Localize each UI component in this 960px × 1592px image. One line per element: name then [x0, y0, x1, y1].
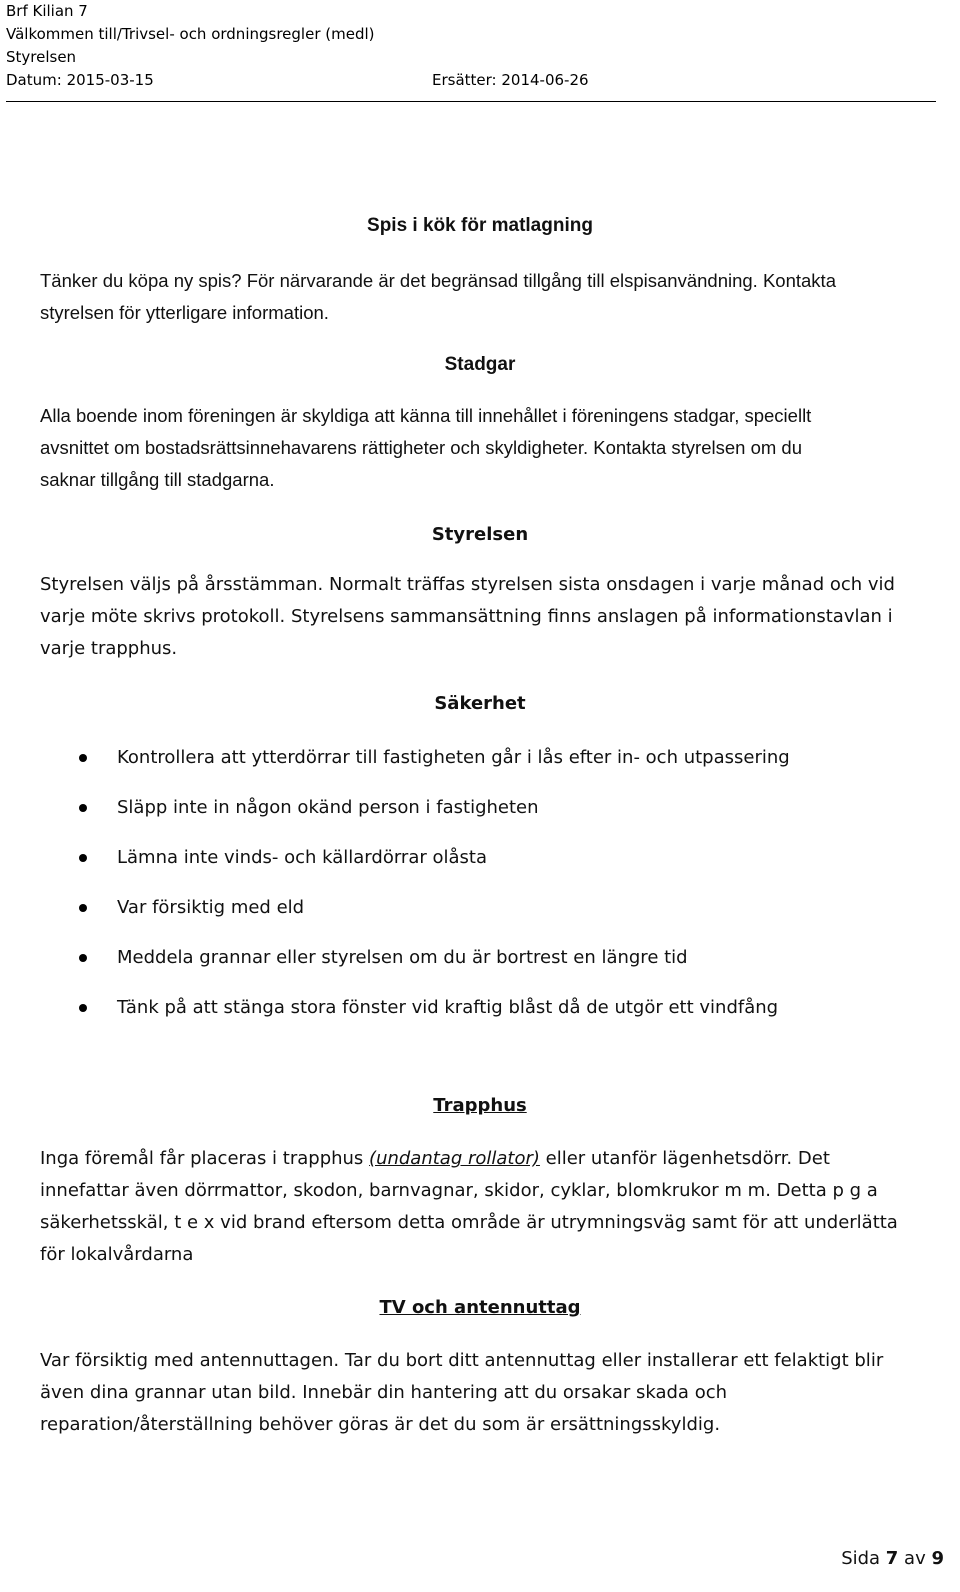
section-title-tv: TV och antennuttag — [379, 1297, 581, 1318]
list-item-text: Tänk på att stänga stora fönster vid kraftig blåst då de utgör ett vindfång — [117, 997, 779, 1018]
section-title-stadgar: Stadgar — [444, 354, 516, 375]
page-current: 7 — [885, 1548, 899, 1569]
section-title-spis: Spis i kök för matlagning — [367, 215, 593, 236]
section-title-trapphus: Trapphus — [433, 1095, 527, 1116]
text-line: styrelsen för ytterligare information. — [40, 302, 329, 323]
page-middle: av — [898, 1548, 932, 1569]
text-line: varje möte skrivs protokoll. Styrelsens sammansättning finns anslagen på informationstavlan i — [40, 606, 893, 627]
section-title-sakerhet: Säkerhet — [434, 693, 526, 714]
paragraph-tv — [40, 1345, 930, 1441]
text-line: avsnittet om bostadsrättsinnehavarens rättigheter och skyldigheter. Kontakta styrelsen om du — [40, 437, 802, 458]
bullet-icon — [79, 1004, 87, 1012]
text-fragment: eller utanför lägenhetsdörr. Det — [539, 1148, 830, 1169]
list-item-text: Släpp inte in någon okänd person i fastigheten — [117, 797, 539, 818]
header-date: Datum: 2015-03-15 — [6, 71, 154, 89]
text-line: reparation/återställning behöver göras är det du som är ersättningsskyldig. — [40, 1414, 721, 1435]
header-replaces: Ersätter: 2014-06-26 — [432, 71, 589, 89]
text-line — [40, 1143, 930, 1175]
emphasis-rollator: (undantag rollator) — [369, 1148, 540, 1169]
paragraph-spis — [40, 265, 930, 329]
text-line: Styrelsen väljs på årsstämman. Normalt träffas styrelsen sista onsdagen i varje månad och vid — [40, 574, 895, 595]
header-owner: Styrelsen — [6, 48, 77, 66]
page-total: 9 — [931, 1548, 944, 1569]
bullet-icon — [79, 904, 87, 912]
text-line: Tänker du köpa ny spis? För närvarande är det begränsad tillgång till elspisanvändning. Kontakta — [40, 270, 836, 291]
list-item-text: Var försiktig med eld — [117, 897, 305, 918]
text-line: varje trapphus. — [40, 638, 178, 659]
list-item-text: Kontrollera att ytterdörrar till fastigheten går i lås efter in- och utpassering — [117, 747, 790, 768]
page-number — [841, 1543, 944, 1575]
page-prefix: Sida — [841, 1548, 886, 1569]
header-org: Brf Kilian 7 — [6, 2, 88, 20]
paragraph-trapphus — [40, 1143, 930, 1271]
text-fragment: Inga föremål får placeras i trapphus — [40, 1148, 370, 1169]
header-divider — [6, 101, 936, 102]
bullet-icon — [79, 754, 87, 762]
list-item-text: Lämna inte vinds- och källardörrar olåsta — [117, 847, 487, 868]
bullet-icon — [79, 954, 87, 962]
header-doc-title: Välkommen till/Trivsel- och ordningsregler (medl) — [6, 25, 375, 43]
section-title-styrelsen: Styrelsen — [431, 524, 529, 545]
text-line: saknar tillgång till stadgarna. — [40, 469, 275, 490]
list-item-text: Meddela grannar eller styrelsen om du är bortrest en längre tid — [117, 947, 688, 968]
text-line: innefattar även dörrmattor, skodon, barnvagnar, skidor, cyklar, blomkrukor m m. Detta p g a — [40, 1180, 878, 1201]
header-meta — [6, 69, 946, 92]
document-header — [6, 0, 946, 92]
paragraph-stadgar — [40, 400, 930, 496]
text-line: för lokalvårdarna — [40, 1244, 194, 1265]
text-line: Var försiktig med antennuttagen. Tar du bort ditt antennuttag eller installerar ett felaktigt blir — [40, 1350, 884, 1371]
paragraph-styrelsen — [40, 569, 930, 665]
text-line: även dina grannar utan bild. Innebär din hantering att du orsakar skada och — [40, 1382, 728, 1403]
bullet-icon — [79, 854, 87, 862]
text-line: säkerhetsskäl, t e x vid brand eftersom detta område är utrymningsväg samt för att underlätta — [40, 1212, 898, 1233]
bullet-icon — [79, 804, 87, 812]
text-line: Alla boende inom föreningen är skyldiga att känna till innehållet i föreningens stadgar, speciellt — [40, 405, 812, 426]
